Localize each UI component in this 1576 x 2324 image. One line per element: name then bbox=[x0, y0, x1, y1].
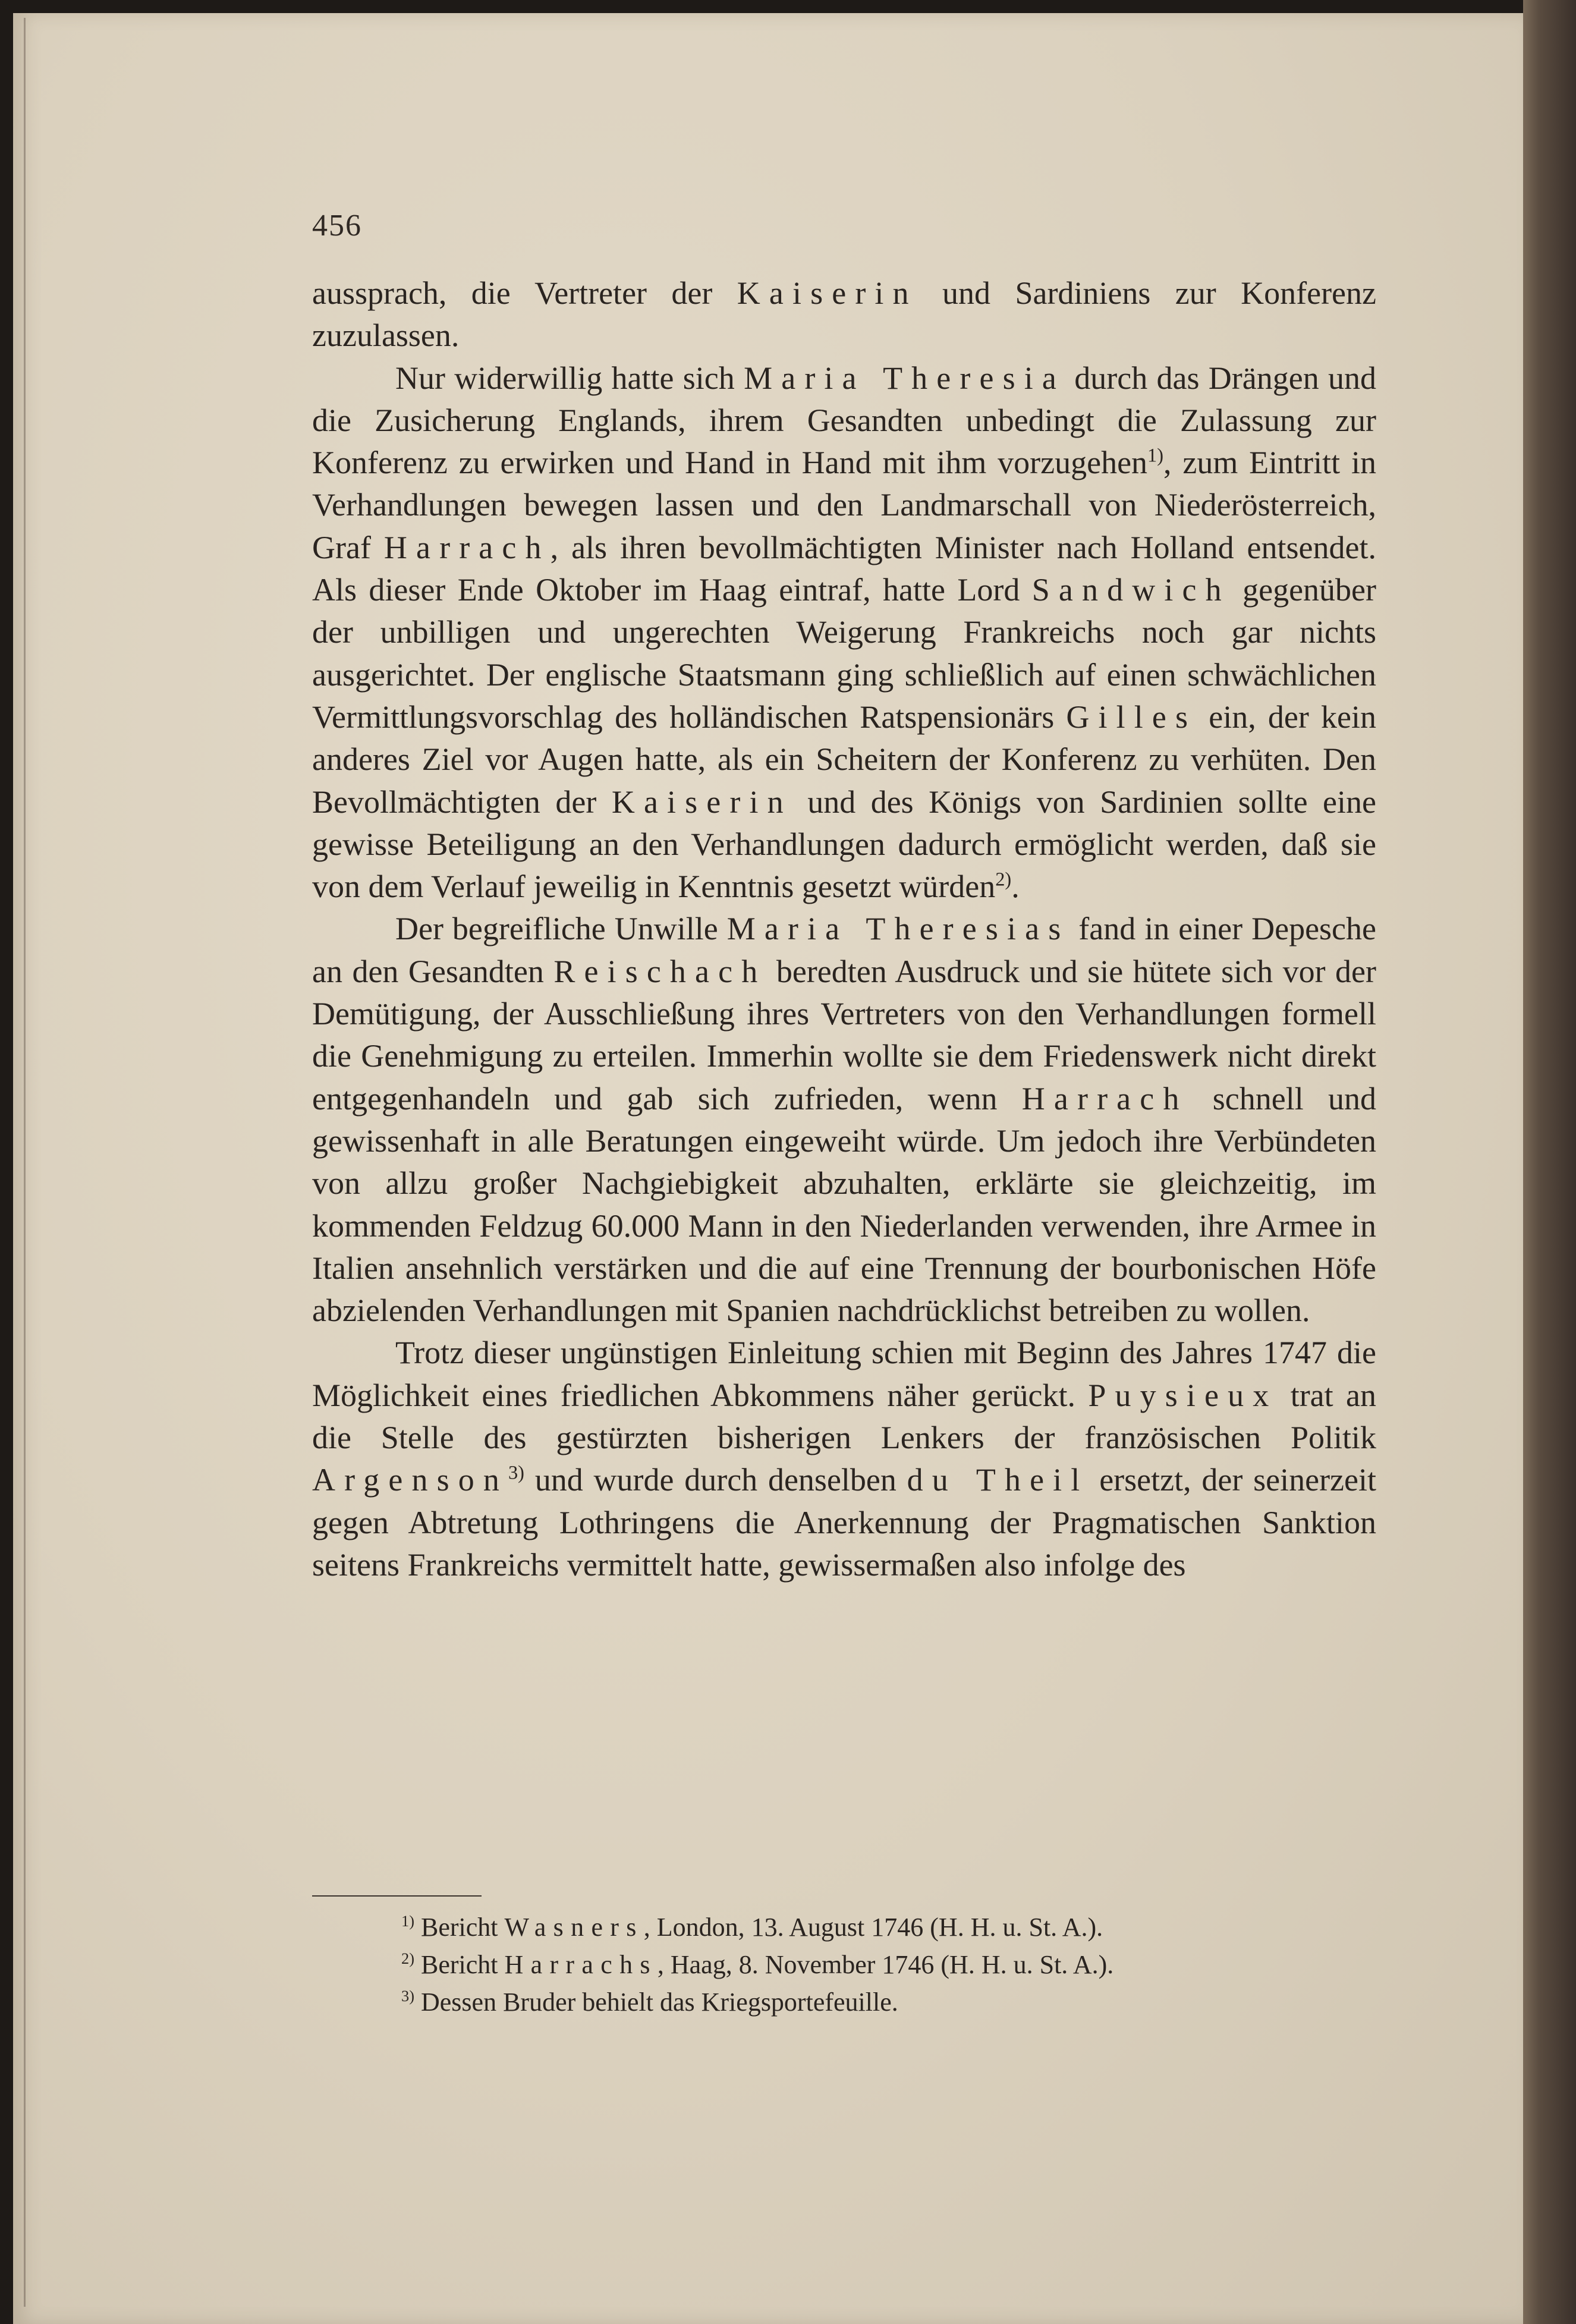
paragraph bbox=[312, 1332, 1376, 1586]
spaced-name: Maria Theresias bbox=[726, 911, 1070, 947]
spaced-name: Wasners bbox=[504, 1913, 644, 1942]
text-run: trat an die Stelle des gestürzten bisherigen Lenkers der französischen Politik bbox=[312, 1377, 1376, 1456]
spaced-name: du Theil bbox=[907, 1462, 1089, 1498]
text-run: Trotz dieser ungünstigen Einleitung schien mit Beginn des Jahres 1747 die Möglichkeit eines friedlichen Abkommens näher gerückt. bbox=[312, 1335, 1376, 1413]
paragraph bbox=[312, 272, 1376, 357]
text-run: ersetzt, der seinerzeit gegen Abtretung Lothringens die Anerkennung der Pragmatischen Sanktion seitens Frankreichs vermittelt hatte, gewissermaßen also infolge des bbox=[312, 1462, 1376, 1583]
page-number: 456 bbox=[312, 209, 362, 243]
footnote-marker: 2) bbox=[401, 1949, 414, 1968]
footnote bbox=[312, 1983, 1376, 2021]
footnote-marker: 1) bbox=[401, 1912, 414, 1930]
text-run: Der begreifliche Unwille bbox=[395, 911, 727, 947]
book-edge bbox=[1523, 0, 1576, 2324]
footnote-ref: 3) bbox=[508, 1462, 524, 1484]
text-run: , London, 13. August 1746 (H. H. u. St. A.). bbox=[643, 1913, 1103, 1942]
spaced-name: Argenson bbox=[312, 1462, 508, 1498]
text-run: fand in einer Depesche an den Gesandten bbox=[312, 911, 1376, 989]
spaced-name: Harrach bbox=[1021, 1080, 1188, 1117]
text-run: . bbox=[1011, 869, 1020, 905]
footnote-marker: 3) bbox=[401, 1987, 414, 2005]
text-run: Bericht bbox=[414, 1913, 505, 1942]
text-run: Bericht bbox=[414, 1950, 505, 1979]
footnote bbox=[312, 1908, 1376, 1946]
text-run: gegenüber der unbilligen und ungerechten Weigerung Frankreichs noch gar nichts ausgerichtet. Der englische Staatsmann ging schließlich auf einen schwächlichen Vermittlungsvorschlag des holländischen Ratspensionärs bbox=[312, 572, 1376, 735]
paragraph bbox=[312, 908, 1376, 1332]
spaced-name: Harrach bbox=[383, 529, 551, 565]
text-run: Dessen Bruder behielt das Kriegsportefeuille. bbox=[414, 1987, 898, 2017]
text-run: , zum Eintritt in Verhandlungen bewegen lassen und den Landmarschall von Niederösterreich, Graf bbox=[312, 445, 1376, 565]
spaced-name: Maria Theresia bbox=[744, 360, 1065, 396]
text-run: und des Königs von Sardinien sollte eine gewisse Beteiligung an den Verhandlungen dadurch ermöglicht werden, daß sie von dem Verlauf jeweilig in Kenntnis gesetzt würden bbox=[312, 784, 1376, 905]
footnotes bbox=[312, 1908, 1376, 2021]
spaced-name: Sandwich bbox=[1031, 572, 1231, 608]
page-fold-line bbox=[24, 18, 26, 2307]
spaced-name: Puysieux bbox=[1088, 1377, 1278, 1413]
spaced-name: Reischach bbox=[553, 953, 767, 989]
spaced-name: Kaiserin bbox=[737, 275, 918, 311]
body-text bbox=[312, 272, 1376, 1586]
text-run: , Haag, 8. November 1746 (H. H. u. St. A.). bbox=[657, 1950, 1114, 1979]
text-run: Nur widerwillig hatte sich bbox=[395, 360, 744, 396]
spaced-name: Gilles bbox=[1066, 699, 1197, 735]
footnote-rule bbox=[312, 1895, 482, 1897]
spaced-name: Kaiserin bbox=[611, 784, 792, 820]
spaced-name: Harrachs bbox=[504, 1950, 658, 1979]
text-run: beredten Ausdruck und sie hütete sich vor der Demütigung, der Ausschließung ihres Vertreters von den Verhandlungen formell die Genehmigung zu erteilen. Immerhin wollte sie dem Friedenswerk nicht direkt entgegenhandeln und gab sich zufrieden, wenn bbox=[312, 953, 1377, 1117]
text-run: und wurde durch denselben bbox=[524, 1462, 907, 1498]
text-run: und Sardiniens zur Konferenz zuzulassen. bbox=[312, 275, 1376, 354]
text-run: aussprach, die Vertreter der bbox=[312, 275, 737, 311]
paragraph bbox=[312, 357, 1376, 908]
footnote bbox=[312, 1946, 1376, 1983]
footnote-ref: 2) bbox=[995, 869, 1012, 891]
text-run: , als ihren bevollmächtigten Minister nach Holland entsendet. Als dieser Ende Oktober im Haag eintraf, hatte Lord bbox=[312, 529, 1376, 608]
text-run: ein, der kein anderes Ziel vor Augen hatte, als ein Scheitern der Konferenz zu verhüten. Den Bevollmächtigten der bbox=[312, 699, 1376, 820]
footnote-ref: 1) bbox=[1147, 445, 1164, 467]
text-run: schnell und gewissenhaft in alle Beratungen eingeweiht würde. Um jedoch ihre Verbündeten von allzu großer Nachgiebigkeit abzuhalten, erklärte sie gleichzeitig, im kommenden Feldzug 60.000 Mann in den Niederlanden verwenden, ihre Armee in Italien ansehnlich verstärken und die auf eine Trennung der bourbonischen Höfe abzielenden Verhandlungen mit Spanien nachdrücklichst betreiben zu wollen. bbox=[312, 1080, 1376, 1329]
text-run: durch das Drängen und die Zusicherung Englands, ihrem Gesandten unbedingt die Zulassung zur Konferenz zu erwirken und Hand in Hand mit ihm vorzugehen bbox=[312, 360, 1377, 481]
